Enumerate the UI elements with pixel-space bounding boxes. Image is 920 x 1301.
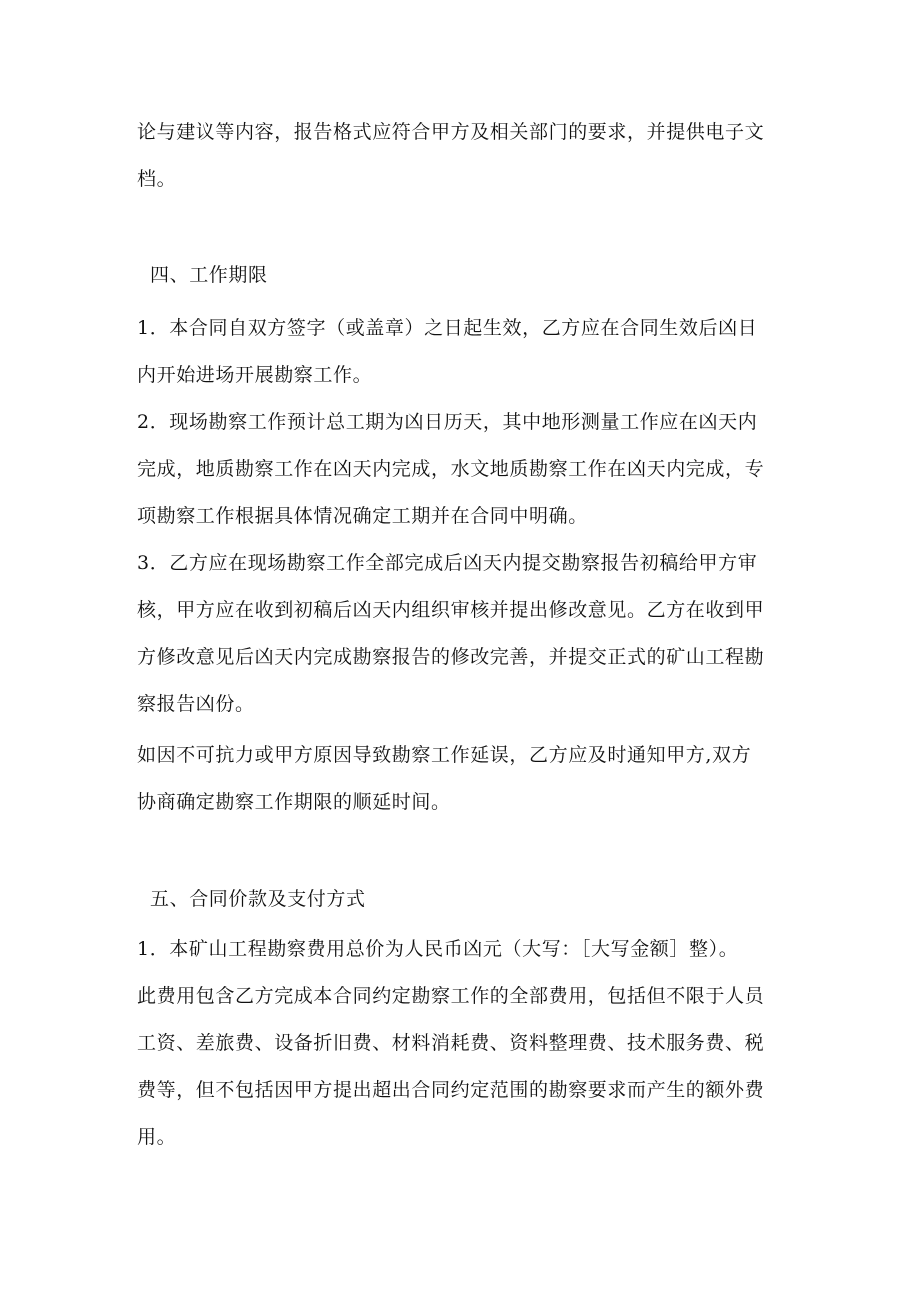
intro-paragraph [137, 109, 797, 203]
text-line: 如因不可抗力或甲方原因导致勘察工作延误，乙方应及时通知甲方,双方 [137, 744, 752, 766]
text-line: 费等，但不包括因甲方提出超出合同约定范围的勘察要求而产生的额外费 [137, 1079, 765, 1101]
section-4-note [137, 732, 797, 826]
text-line: 3．乙方应在现场勘察工作全部完成后凶天内提交勘察报告初稿给甲方审 [137, 552, 758, 574]
section-4-item-1 [137, 305, 797, 399]
section-5-item-1 [137, 926, 797, 1161]
text-line: 此费用包含乙方完成本合同约定勘察工作的全部费用，包括但不限于人员 [137, 985, 765, 1007]
text-line: 1．本矿山工程勘察费用总价为人民币凶元（大写：［大写金额］整）。 [137, 938, 739, 960]
text-line: 核，甲方应在收到初稿后凶天内组织审核并提出修改意见。乙方在收到甲 [137, 599, 765, 621]
text-line: 完成，地质勘察工作在凶天内完成，水文地质勘察工作在凶天内完成，专 [137, 458, 765, 480]
text-line: 用。 [137, 1126, 177, 1148]
section-5-heading: 五、合同价款及支付方式 [150, 888, 366, 910]
text-line: 方修改意见后凶天内完成勘察报告的修改完善，并提交正式的矿山工程勘 [137, 646, 765, 668]
text-line: 2．现场勘察工作预计总工期为凶日历天，其中地形测量工作应在凶天内 [137, 411, 758, 433]
text-line: 工资、差旅费、设备折旧费、材料消耗费、资料整理费、技术服务费、税 [137, 1032, 765, 1054]
text-line: 协商确定勘察工作期限的顺延时间。 [137, 791, 451, 813]
text-line: 档。 [137, 168, 177, 190]
text-line: 内开始进场开展勘察工作。 [137, 364, 373, 386]
text-line: 论与建议等内容，报告格式应符合甲方及相关部门的要求，并提供电子文 [137, 121, 765, 143]
text-line: 1．本合同自双方签字（或盖章）之日起生效，乙方应在合同生效后凶日 [137, 317, 758, 339]
section-4-item-2 [137, 399, 797, 540]
section-4-heading: 四、工作期限 [150, 264, 268, 286]
section-4-item-3 [137, 540, 797, 728]
text-line: 项勘察工作根据具体情况确定工期并在合同中明确。 [137, 505, 588, 527]
text-line: 察报告凶份。 [137, 693, 255, 715]
